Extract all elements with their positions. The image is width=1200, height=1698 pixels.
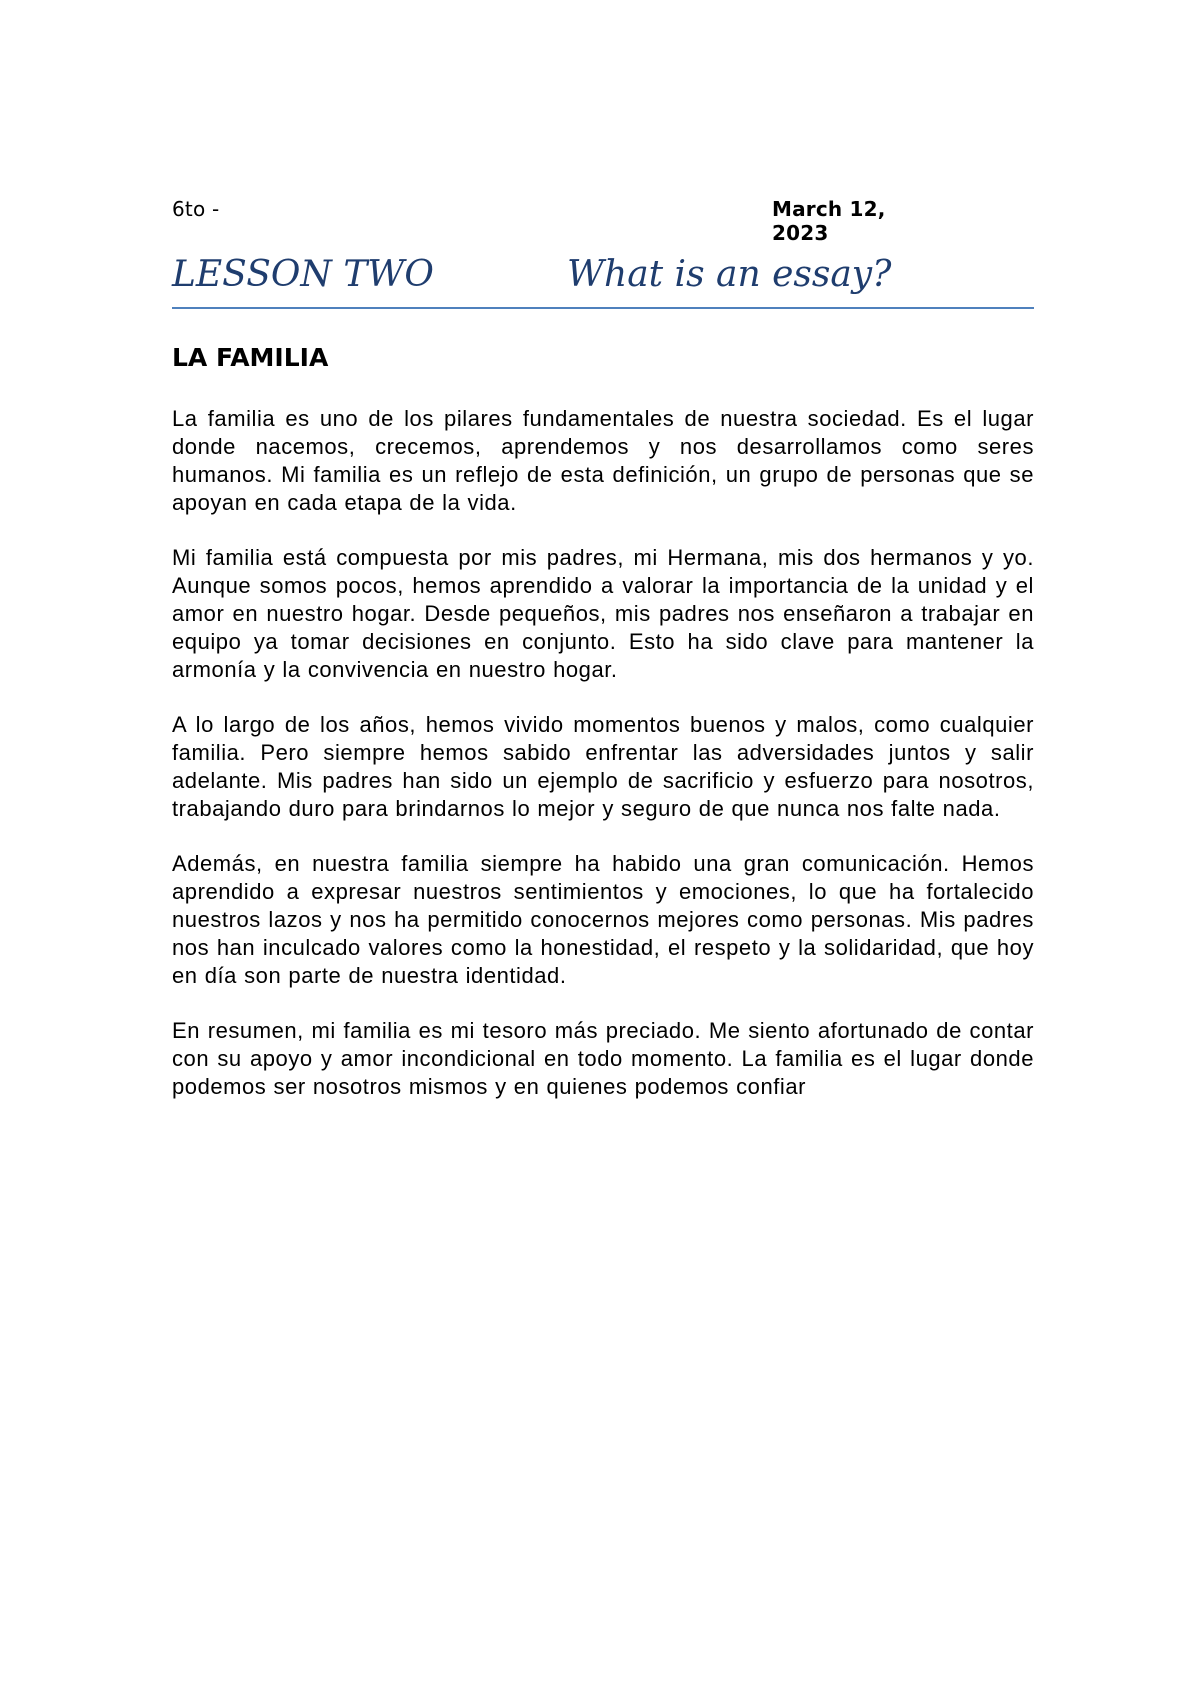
essay-paragraph-2: Mi familia está compuesta por mis padres, mi Hermana, mis dos hermanos y yo. Aunque somos pocos, hemos aprendido a valorar la importancia de la unidad y el amor en nuestro hogar. Desde pequeños, mis padres nos enseñaron a trabajar en equipo ya tomar decisiones en conjunto. Esto ha sido clave para mantener la armonía y la convivencia en nuestro hogar. — [172, 545, 1034, 682]
lesson-title: LESSON TWO — [172, 254, 434, 295]
title-underline — [172, 307, 1034, 309]
essay-paragraph-4: Además, en nuestra familia siempre ha habido una gran comunicación. Hemos aprendido a expresar nuestros sentimientos y emociones, lo que ha fortalecido nuestros lazos y nos ha permitido conocernos mejores como personas. Mis padres nos han inculcado valores como la honestidad, el respeto y la solidaridad, que hoy en día son parte de nuestra identidad. — [172, 851, 1034, 988]
essay-paragraph-1: La familia es uno de los pilares fundamentales de nuestra sociedad. Es el lugar donde nacemos, crecemos, aprendemos y nos desarrollamos como seres humanos. Mi familia es un reflejo de esta definición, un grupo de personas que se apoyan en cada etapa de la vida. — [172, 406, 1034, 515]
grade-label: 6to - — [172, 197, 220, 221]
essay-heading: LA FAMILIA — [172, 343, 329, 372]
document-title — [172, 254, 1034, 306]
essay-paragraph-3: A lo largo de los años, hemos vivido momentos buenos y malos, como cualquier familia. Pero siempre hemos sabido enfrentar las adversidades juntos y salir adelante. Mis padres han sido un ejemplo de sacrificio y esfuerzo para nosotros, trabajando duro para brindarnos lo mejor y seguro de que nunca nos falte nada. — [172, 712, 1034, 821]
date-label: March 12, 2023 — [772, 197, 886, 245]
document-header — [172, 197, 932, 245]
essay-paragraph-5: En resumen, mi familia es mi tesoro más preciado. Me siento afortunado de contar con su apoyo y amor incondicional en todo momento. La familia es el lugar donde podemos ser nosotros mismos y en quienes podemos confiar — [172, 1018, 1034, 1099]
essay-body — [172, 405, 1034, 1128]
lesson-question: What is an essay? — [567, 254, 892, 295]
